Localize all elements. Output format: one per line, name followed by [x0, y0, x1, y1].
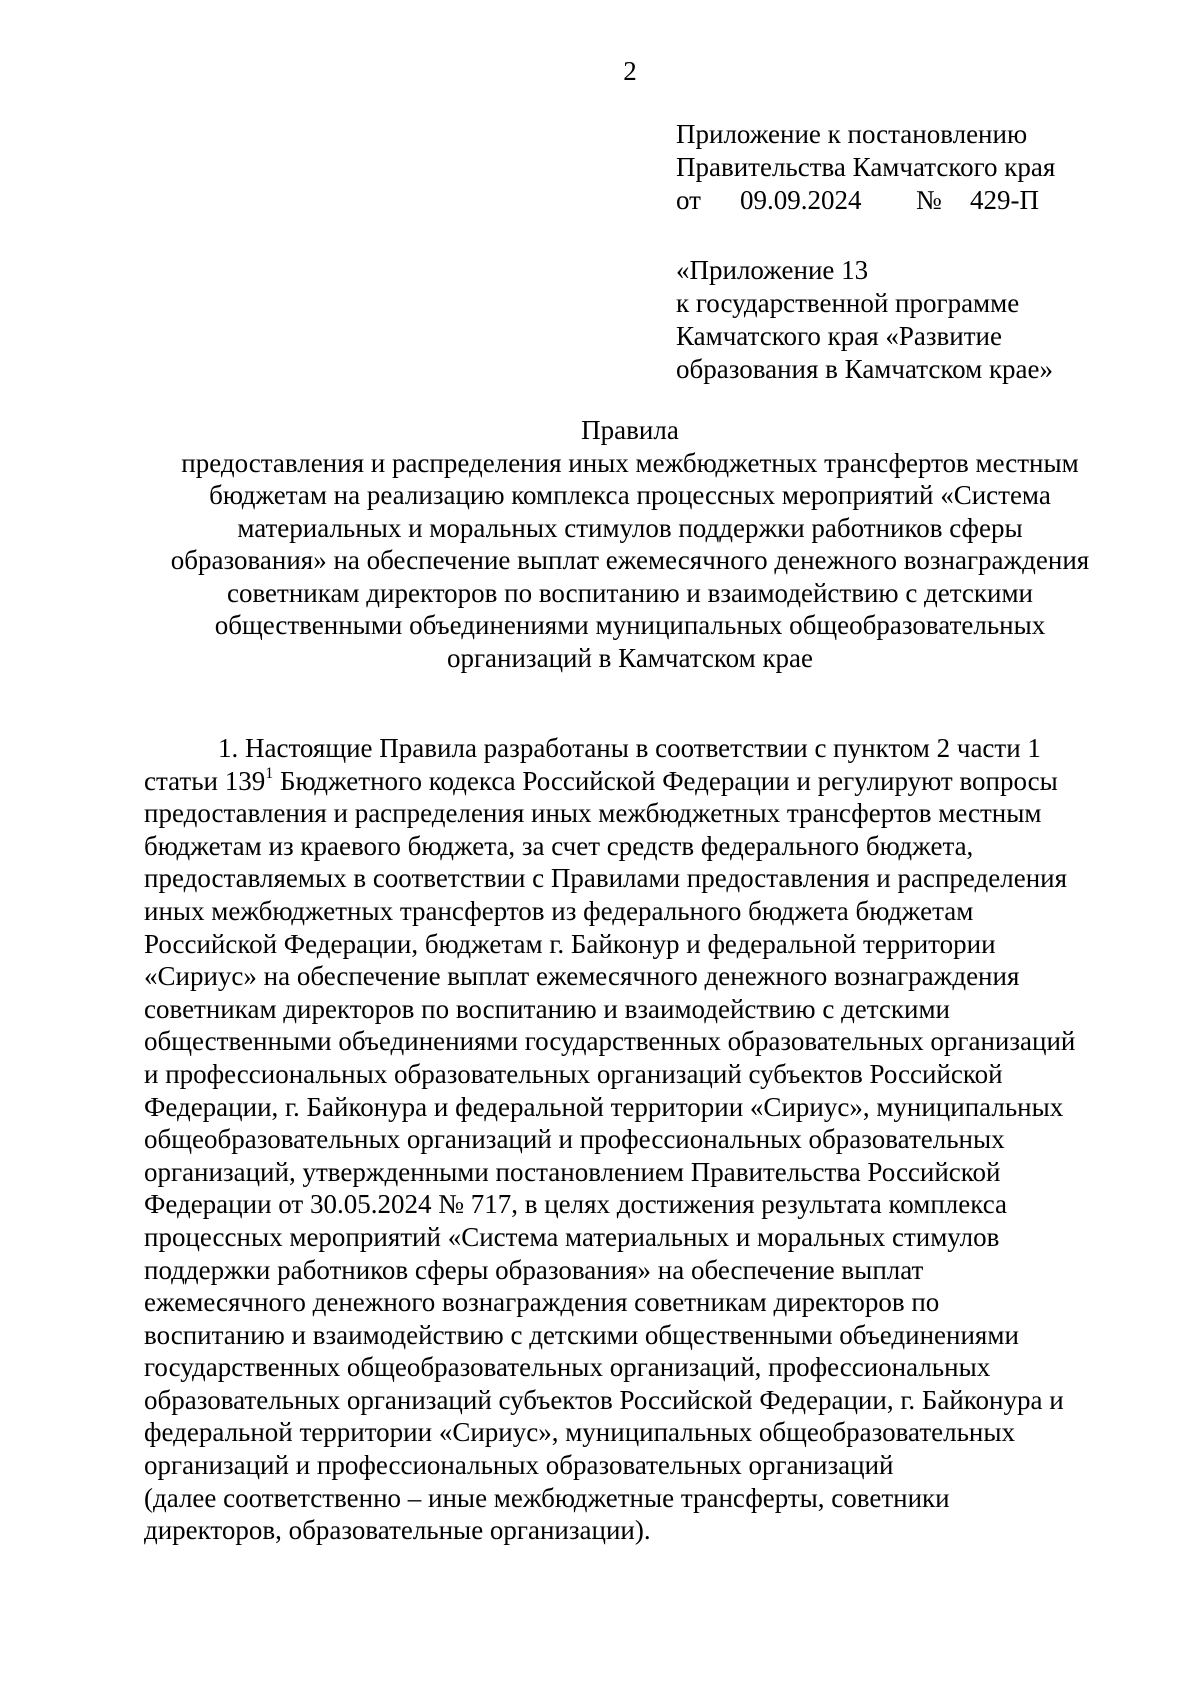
text-line: (далее соответственно – иные межбюджетные трансферты, советники [144, 1482, 950, 1513]
resolution-date-line [676, 184, 1146, 217]
text-line: процессных мероприятий «Система материальных и моральных стимулов [144, 1221, 1000, 1252]
superscript: 1 [265, 764, 274, 782]
text-line: Федерации, г. Байконура и федеральной территории «Сириус», муниципальных [144, 1091, 1064, 1122]
text-line: государственных общеобразовательных организаций, профессиональных [144, 1352, 991, 1383]
document-title [140, 414, 1120, 674]
paragraph-1 [144, 732, 1123, 1547]
resolution-date: 09.09.2024 [740, 185, 862, 215]
title-line: образования» на обеспечение выплат ежемесячного денежного вознаграждения [170, 545, 1090, 575]
text-line: и профессиональных образовательных организаций субъектов Российской [144, 1058, 1003, 1089]
text-line: директоров, образовательные организации). [144, 1515, 651, 1546]
page-number: 2 [623, 56, 637, 86]
title-heading: Правила [581, 415, 679, 445]
appendix-13-line-1: «Приложение 13 [676, 255, 869, 285]
text-line: 1. Настоящие Правила разработаны в соответствии с пунктом 2 части 1 [218, 733, 1041, 763]
text-line: организаций и профессиональных образовательных организаций [144, 1450, 894, 1481]
appendix-13-line-3: Камчатского края «Развитие [676, 321, 1002, 351]
from-label: от [676, 185, 701, 215]
text-line: предоставляемых в соответствии с Правилами предоставления и распределения [144, 863, 1068, 894]
title-line: предоставления и распределения иных межбюджетных трансфертов местным [181, 447, 1079, 478]
appendix-13-line-2: к государственной программе [676, 288, 1020, 318]
text-line: Федерации от 30.05.2024 № 717, в целях достижения результата комплекса [144, 1189, 1008, 1220]
title-line: организаций в Камчатском крае [446, 642, 814, 673]
text-line: ежемесячного денежного вознаграждения советникам директоров по [144, 1287, 940, 1318]
text-line: воспитанию и взаимодействию с детскими общественными объединениями [144, 1319, 1019, 1350]
text-line [144, 765, 1123, 798]
appendix-line-2: Правительства Камчатского края [676, 152, 1056, 182]
number-sign: № [916, 185, 942, 215]
text-line: Российской Федерации, бюджетам г. Байконур и федеральной территории [144, 928, 996, 959]
text-line: иных межбюджетных трансфертов из федерального бюджета бюджетам [144, 895, 974, 926]
text-line: организаций, утвержденными постановлением Правительства Российской [144, 1156, 1001, 1187]
appendix-line-1: Приложение к постановлению [676, 119, 1028, 149]
text-line: федеральной территории «Сириус», муниципальных общеобразовательных [144, 1417, 1015, 1448]
text-fragment: Бюджетного кодекса Российской Федерации и регулируют вопросы [273, 765, 1058, 796]
text-line: поддержки работников сферы образования» на обеспечение выплат [144, 1254, 924, 1285]
text-line: советникам директоров по воспитанию и взаимодействию с детскими [144, 993, 951, 1024]
text-line: общеобразовательных организаций и профессиональных образовательных [144, 1124, 1005, 1155]
resolution-number: 429-П [970, 185, 1039, 215]
title-line: материальных и моральных стимулов поддержки работников сферы [237, 512, 1023, 543]
text-line: бюджетам из краевого бюджета, за счет средств федерального бюджета, [144, 830, 974, 861]
appendix-13-header [676, 254, 1146, 386]
title-line: советникам директоров по воспитанию и взаимодействию с детскими [226, 577, 1033, 608]
text-line: предоставления и распределения иных межбюджетных трансфертов местным [144, 798, 1042, 829]
text-line: «Сириус» на обеспечение выплат ежемесячного денежного вознаграждения [144, 961, 1020, 992]
appendix-header [676, 118, 1146, 217]
appendix-13-line-4: образования в Камчатском крае» [676, 354, 1054, 384]
text-line: общественными объединениями государственных образовательных организаций [144, 1026, 1076, 1057]
text-fragment: статьи 139 [144, 765, 266, 796]
text-line: образовательных организаций субъектов Российской Федерации, г. Байконура и [144, 1384, 1064, 1415]
title-line: бюджетам на реализацию комплекса процессных мероприятий «Система [209, 480, 1051, 510]
title-line: общественными объединениями муниципальных общеобразовательных [214, 610, 1046, 640]
